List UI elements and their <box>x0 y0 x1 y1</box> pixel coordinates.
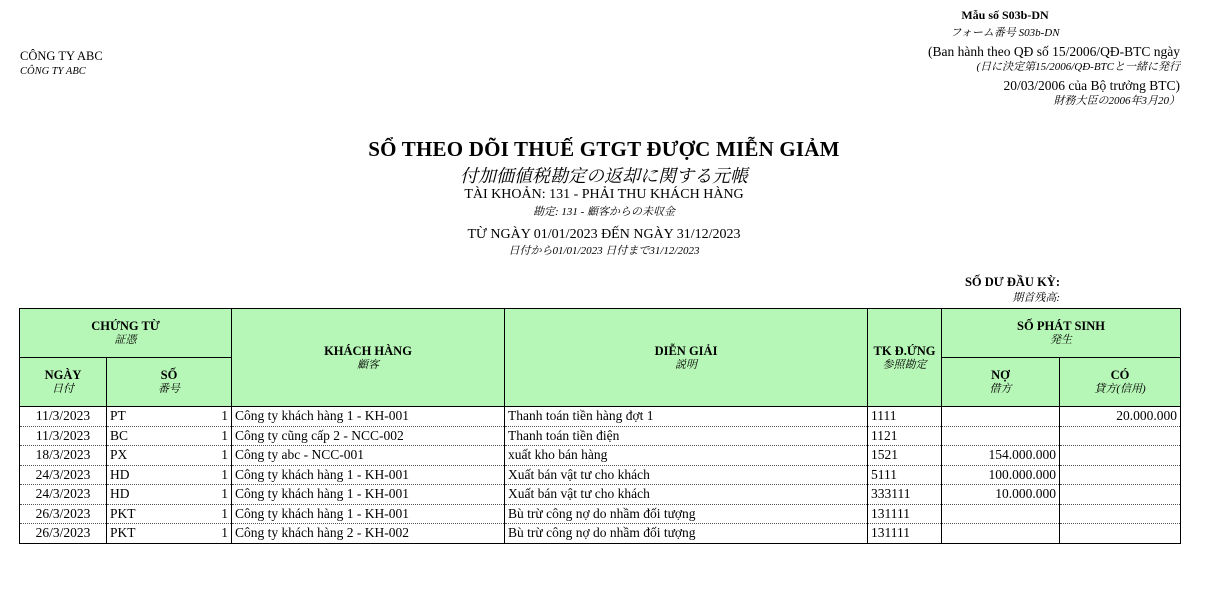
cell-customer: Công ty khách hàng 1 - KH-001 <box>232 485 505 505</box>
header-description <box>505 309 868 407</box>
cell-voucher-no <box>107 524 232 544</box>
cell-voucher-type: PKT <box>110 505 136 521</box>
cell-voucher-seq: 1 <box>221 408 229 424</box>
form-number-jp: フォーム番号 S03b-DN <box>950 27 1060 39</box>
header-arising-jp: 発生 <box>1050 334 1073 346</box>
cell-voucher-seq: 1 <box>221 525 229 541</box>
account-line-jp: 勘定: 131 - 顧客からの未収金 <box>532 206 676 218</box>
form-number: Mẫu số S03b-DN <box>961 8 1049 22</box>
header-customer-jp: 顧客 <box>357 358 380 371</box>
cell-voucher-no <box>107 426 232 446</box>
cell-description: xuất kho bán hàng <box>505 446 868 466</box>
issued-note-line2: 20/03/2006 của Bộ trưởng BTC) <box>1003 78 1180 93</box>
cell-voucher-seq: 1 <box>221 427 229 443</box>
cell-description: Xuất bán vật tư cho khách <box>505 465 868 485</box>
cell-contra: 1121 <box>868 426 942 446</box>
header-description-jp: 説明 <box>675 358 698 371</box>
header-debit <box>942 358 1060 407</box>
issued-note-line1: (Ban hành theo QĐ số 15/2006/QĐ-BTC ngày <box>928 44 1180 59</box>
cell-description: Thanh toán tiền hàng đợt 1 <box>505 407 868 427</box>
cell-description: Xuất bán vật tư cho khách <box>505 485 868 505</box>
cell-debit <box>942 407 1060 427</box>
cell-voucher-type: PT <box>110 408 126 424</box>
cell-contra: 333111 <box>868 485 942 505</box>
cell-voucher-seq: 1 <box>221 505 229 521</box>
opening-balance-label: SỐ DƯ ĐẦU KỲ: <box>964 275 1060 289</box>
cell-voucher-no <box>107 485 232 505</box>
table-row <box>20 524 1181 544</box>
cell-description: Bù trừ công nợ do nhầm đối tượng <box>505 504 868 524</box>
table-row <box>20 407 1181 427</box>
header-contra-label: TK Đ.ỨNG <box>873 343 936 358</box>
cell-credit <box>1060 524 1181 544</box>
cell-customer: Công ty abc - NCC-001 <box>232 446 505 466</box>
cell-voucher-no <box>107 465 232 485</box>
opening-balance-label-jp: 期首残高: <box>1012 292 1060 304</box>
cell-debit <box>942 504 1060 524</box>
company-name: CÔNG TY ABC <box>20 49 103 63</box>
header-credit <box>1060 358 1181 407</box>
header-date-jp: 日付 <box>52 383 74 395</box>
cell-voucher-seq: 1 <box>221 466 229 482</box>
header-arising-label: SỐ PHÁT SINH <box>1017 319 1106 333</box>
header-number-label: SỐ <box>160 368 178 382</box>
header-date-label: NGÀY <box>44 368 82 382</box>
table-row <box>20 446 1181 466</box>
header-customer-label: KHÁCH HÀNG <box>324 343 412 358</box>
cell-voucher-type: PKT <box>110 525 136 541</box>
period-line: TỪ NGÀY 01/01/2023 ĐẾN NGÀY 31/12/2023 <box>467 227 741 242</box>
cell-customer: Công ty khách hàng 1 - KH-001 <box>232 407 505 427</box>
cell-credit: 20.000.000 <box>1060 407 1181 427</box>
ledger-table <box>19 308 1181 544</box>
cell-date: 24/3/2023 <box>20 485 107 505</box>
cell-voucher-type: PX <box>110 447 128 463</box>
cell-date: 11/3/2023 <box>20 407 107 427</box>
cell-debit: 10.000.000 <box>942 485 1060 505</box>
header-number <box>107 358 232 407</box>
cell-date: 18/3/2023 <box>20 446 107 466</box>
cell-voucher-seq: 1 <box>221 447 229 463</box>
cell-credit <box>1060 485 1181 505</box>
cell-voucher-seq: 1 <box>221 486 229 502</box>
header-credit-jp: 貸方(信用) <box>1094 383 1146 395</box>
cell-voucher-no <box>107 446 232 466</box>
cell-description: Thanh toán tiền điện <box>505 426 868 446</box>
table-row <box>20 465 1181 485</box>
cell-credit <box>1060 446 1181 466</box>
cell-voucher-type: HD <box>110 466 130 482</box>
header-contra-account <box>868 309 942 407</box>
cell-contra: 131111 <box>868 504 942 524</box>
cell-customer: Công ty khách hàng 1 - KH-001 <box>232 504 505 524</box>
header-voucher <box>20 309 232 358</box>
company-name-jp: CÔNG TY ABC <box>20 66 86 77</box>
report-title-jp: 付加価値税勘定の返却に関する元帳 <box>460 166 748 186</box>
table-row <box>20 426 1181 446</box>
cell-credit <box>1060 504 1181 524</box>
report-title: SỔ THEO DÕI THUẾ GTGT ĐƯỢC MIỄN GIẢM <box>368 137 840 161</box>
cell-date: 24/3/2023 <box>20 465 107 485</box>
table-row <box>20 485 1181 505</box>
cell-customer: Công ty khách hàng 2 - KH-002 <box>232 524 505 544</box>
header-credit-label: CÓ <box>1110 368 1130 382</box>
cell-credit <box>1060 426 1181 446</box>
header-debit-jp: 借方 <box>989 383 1012 395</box>
header-voucher-label: CHỨNG TỪ <box>91 319 160 333</box>
cell-voucher-no <box>107 504 232 524</box>
header-number-jp: 番号 <box>158 383 180 395</box>
cell-voucher-type: HD <box>110 486 130 502</box>
cell-debit <box>942 426 1060 446</box>
account-line: TÀI KHOẢN: 131 - PHẢI THU KHÁCH HÀNG <box>464 187 744 202</box>
cell-date: 26/3/2023 <box>20 504 107 524</box>
table-row <box>20 504 1181 524</box>
header-date <box>20 358 107 407</box>
cell-voucher-no <box>107 407 232 427</box>
cell-debit <box>942 524 1060 544</box>
cell-customer: Công ty cũng cấp 2 - NCC-002 <box>232 426 505 446</box>
cell-voucher-type: BC <box>110 427 129 443</box>
cell-customer: Công ty khách hàng 1 - KH-001 <box>232 465 505 485</box>
issued-note-line1-jp: (日に決定第15/2006/QĐ-BTCと一緒に発行 <box>976 61 1180 73</box>
cell-contra: 131111 <box>868 524 942 544</box>
cell-debit: 100.000.000 <box>942 465 1060 485</box>
cell-debit: 154.000.000 <box>942 446 1060 466</box>
header-debit-label: NỢ <box>991 368 1010 382</box>
cell-date: 11/3/2023 <box>20 426 107 446</box>
header-contra-jp: 参照勘定 <box>882 358 927 371</box>
issued-note-line2-jp: 財務大臣の2006年3月20） <box>1053 95 1180 107</box>
cell-contra: 5111 <box>868 465 942 485</box>
cell-contra: 1111 <box>868 407 942 427</box>
header-description-label: DIỄN GIẢI <box>654 343 718 358</box>
cell-contra: 1521 <box>868 446 942 466</box>
cell-date: 26/3/2023 <box>20 524 107 544</box>
period-line-jp: 日付から01/01/2023 日付まで31/12/2023 <box>508 245 700 257</box>
header-arising <box>942 309 1181 358</box>
header-voucher-jp: 証憑 <box>114 334 137 346</box>
cell-description: Bù trừ công nợ do nhầm đối tượng <box>505 524 868 544</box>
cell-credit <box>1060 465 1181 485</box>
header-customer <box>232 309 505 407</box>
